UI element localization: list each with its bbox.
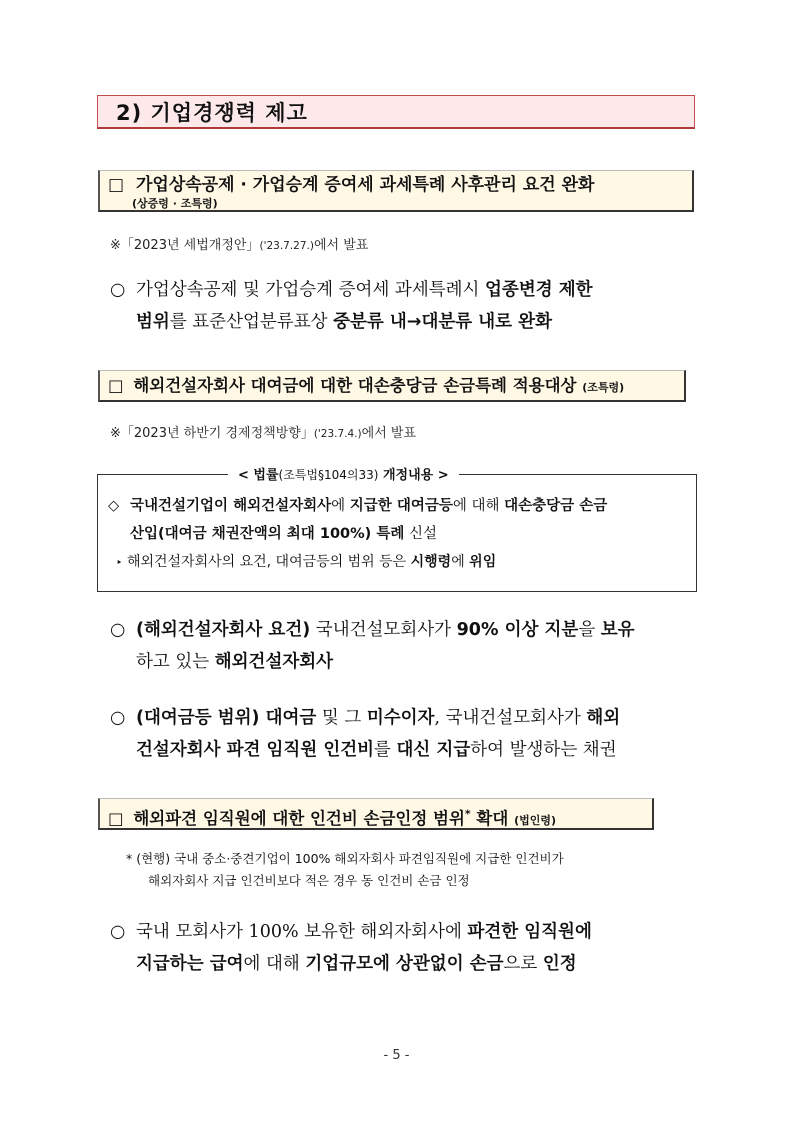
- item2-note: ※「2023년 하반기 경제정책방향」('23.7.4.)에서 발표: [110, 426, 417, 441]
- circle-bullet-icon: ○: [110, 708, 126, 728]
- law-box-title: < 법률(조특법§104의33) 개정내용 >: [228, 464, 459, 483]
- law-box-content: ◇ 국내건설기업이 해외건설자회사에 지급한 대여금등에 대해 대손충당금 손금 산입(대여금 채권잔액의 최대 100%) 특례 신설 ‣ 해외건설자회사의 요건, 대여금등의 범위 등은 시행령에 위임: [108, 492, 694, 577]
- item2-paragraph-requirements: ○ (해외건설자회사 요건) 국내건설모회사가 90% 이상 지분을 보유 하고 있는 해외건설자회사: [110, 614, 700, 678]
- item2-paragraph-scope: ○ (대여금등 범위) 대여금 및 그 미수이자, 국내건설모회사가 해외 건설자회사 파견 임직원 인건비를 대신 지급하여 발생하는 채권: [110, 702, 700, 766]
- item2-title: 해외건설자회사 대여금에 대한 대손충당금 손금특례 적용대상: [133, 376, 577, 395]
- item3-title: 해외파견 임직원에 대한 인건비 손금인정 범위: [133, 808, 465, 828]
- checkbox-icon: □: [108, 376, 124, 395]
- triangle-bullet-icon: ‣: [116, 556, 123, 569]
- section-title: [97, 95, 695, 129]
- item3-footnote: * (현행) 국내 중소·중견기업이 100% 해외자회사 파견임직원에 지급한 인건비가 해외자회사 지급 인건비보다 적은 경우 동 인건비 손금 인정: [126, 851, 564, 888]
- item1-tag: (상증령 · 조특령): [132, 197, 218, 210]
- section-title-text: 2) 기업경쟁력 제고: [116, 101, 308, 125]
- diamond-bullet-icon: ◇: [108, 498, 120, 514]
- item2-tag: (조특령): [582, 381, 625, 394]
- item3-tag: (법인령): [514, 813, 556, 827]
- item1-paragraph: ○ 가업상속공제 및 가업승계 증여세 과세특례시 업종변경 제한 범위를 표준산업분류표상 중분류 내→대분류 내로 완화: [110, 274, 700, 338]
- circle-bullet-icon: ○: [110, 280, 126, 300]
- item1-title: 가업상속공제 · 가업승계 증여세 과세특례 사후관리 요건 완화: [135, 175, 595, 195]
- circle-bullet-icon: ○: [110, 922, 126, 942]
- checkbox-icon: □: [108, 175, 125, 195]
- item1-note: ※「2023년 세법개정안」('23.7.27.)에서 발표: [110, 238, 369, 253]
- checkbox-icon: □: [108, 808, 124, 828]
- circle-bullet-icon: ○: [110, 620, 126, 640]
- item3-header-box: □ 해외파견 임직원에 대한 인건비 손금인정 범위* 확대 (법인령): [98, 798, 654, 830]
- item3-paragraph: ○ 국내 모회사가 100% 보유한 해외자회사에 파견한 임직원에 지급하는 급여에 대해 기업규모에 상관없이 손금으로 인정: [110, 916, 700, 980]
- item2-header-box: [98, 370, 686, 402]
- item1-header-box: [98, 170, 694, 212]
- page-number: - 5 -: [383, 1048, 410, 1063]
